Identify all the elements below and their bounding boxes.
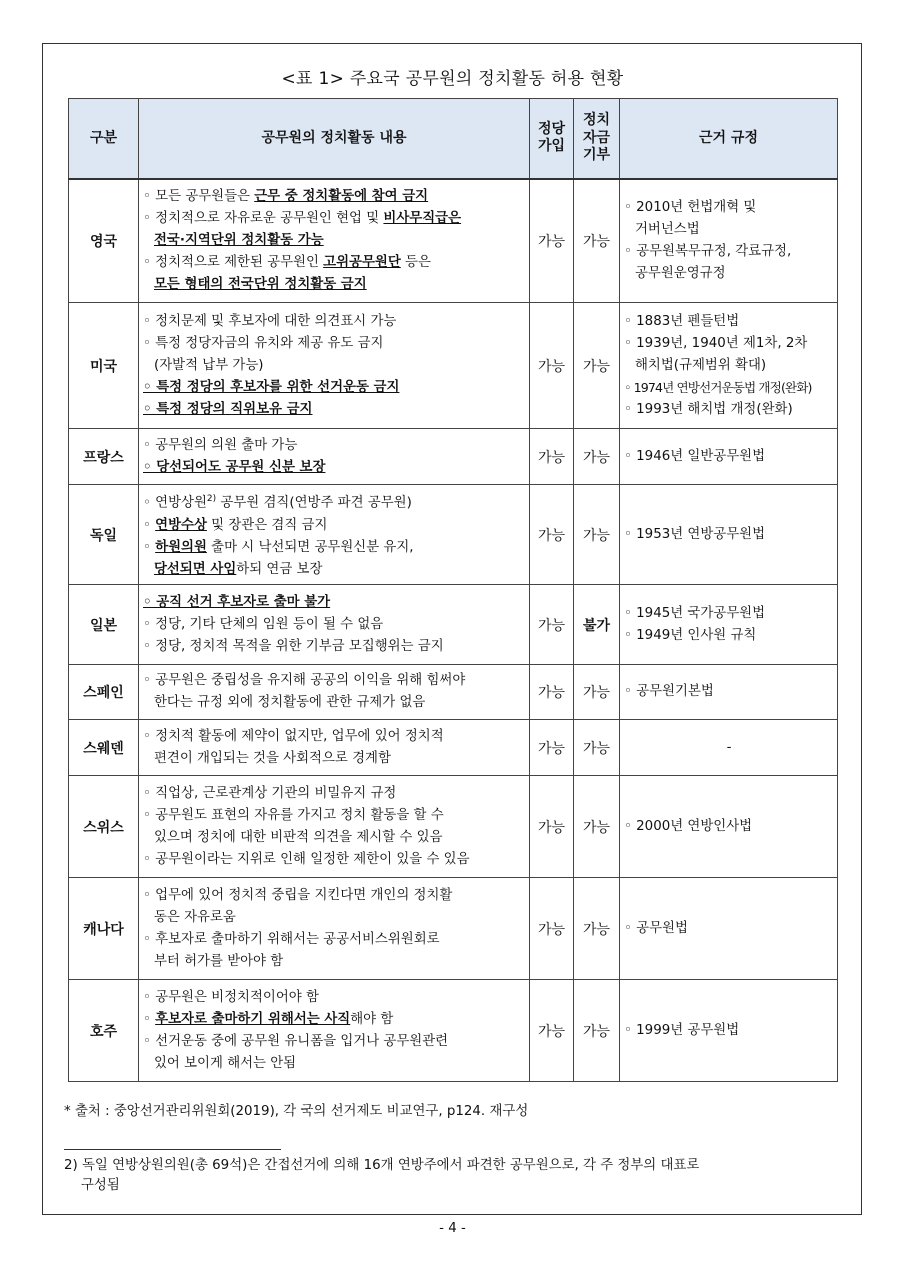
political-activity-table: [68, 98, 838, 1082]
content-cell: ◦ 모든 공무원들은 근무 중 정치활동에 참여 금지 ◦ 정치적으로 자유로운 공무원인 현업 및 비사무직급은 전국·지역단위 정치활동 가능 ◦ 정치적으로 제한된 공무원인 고위공무원단 등은 모든 형태의 전국단위 정치활동 금지: [139, 179, 530, 303]
header-party: 정당 가입: [530, 99, 574, 179]
content-cell: ◦ 업무에 있어 정치적 중립을 지킨다면 개인의 정치활 동은 자유로움 ◦ 후보자로 출마하기 위해서는 공공서비스위원회로 부터 허가를 받아야 함: [139, 878, 530, 980]
header-basis: 근거 규정: [620, 99, 838, 179]
table-row: [69, 585, 838, 665]
fund-cell: 가능: [574, 429, 620, 485]
table-row: [69, 665, 838, 720]
header-content: 공무원의 정치활동 내용: [139, 99, 530, 179]
basis-cell: ◦ 2000년 연방인사법: [620, 776, 838, 878]
footnote-marker: 2): [206, 494, 217, 505]
fund-cell: 가능: [574, 980, 620, 1082]
fund-cell: 가능: [574, 303, 620, 429]
header-category: 구분: [69, 99, 139, 179]
header-fund: 정치 자금 기부: [574, 99, 620, 179]
content-cell: ◦ 공무원은 비정치적이어야 함 ◦ 후보자로 출마하기 위해서는 사직해야 함 ◦ 선거운동 중에 공무원 유니폼을 입거나 공무원관련 있어 보이게 해서는 안됨: [139, 980, 530, 1082]
table-row: [69, 720, 838, 776]
content-cell: ◦ 연방상원$^{2)}$ 공무원 겸직(연방주 파견 공무원) ◦ 연방수상 및 장관은 겸직 금지 ◦ 하원의원 출마 시 낙선되면 공무원신분 유지, 당선되면 사임하되 연금 보장: [139, 485, 530, 585]
table-row: [69, 776, 838, 878]
basis-cell: -: [620, 720, 838, 776]
content-cell: ◦ 정치문제 및 후보자에 대한 의견표시 가능 ◦ 특정 정당자금의 유치와 제공 유도 금지 (자발적 납부 가능) ◦ 특정 정당의 후보자를 위한 선거운동 금지 ◦ 특정 정당의 직위보유 금지: [139, 303, 530, 429]
fund-cell: 가능: [574, 485, 620, 585]
country-cell: 호주: [69, 980, 139, 1082]
table-row: [69, 878, 838, 980]
table-row: [69, 303, 838, 429]
footnote: 2) 독일 연방상원의원(총 69석)은 간접선거에 의해 16개 연방주에서 파견한 공무원으로, 각 주 정부의 대표로 구성됨: [64, 1158, 700, 1193]
country-cell: 스웨덴: [69, 720, 139, 776]
table-row: [69, 179, 838, 303]
country-cell: 미국: [69, 303, 139, 429]
country-cell: 독일: [69, 485, 139, 585]
content-cell: ◦ 정치적 활동에 제약이 없지만, 업무에 있어 정치적 편견이 개입되는 것을 사회적으로 경계함: [139, 720, 530, 776]
party-cell: 가능: [530, 429, 574, 485]
content-cell: ◦ 직업상, 근로관계상 기관의 비밀유지 규정 ◦ 공무원도 표현의 자유를 가지고 정치 활동을 할 수 있으며 정치에 대한 비판적 의견을 제시할 수 있음 ◦ 공무원이라는 지위로 인해 일정한 제한이 있을 수 있음: [139, 776, 530, 878]
party-cell: 가능: [530, 776, 574, 878]
basis-cell: ◦ 1946년 일반공무원법: [620, 429, 838, 485]
source-note: * 출처 : 중앙선거관리위원회(2019), 각 국의 선거제도 비교연구, p124. 재구성: [64, 1104, 529, 1119]
party-cell: 가능: [530, 585, 574, 665]
basis-cell: ◦ 공무원기본법: [620, 665, 838, 720]
party-cell: 가능: [530, 980, 574, 1082]
country-cell: 스위스: [69, 776, 139, 878]
basis-cell: ◦ 1883년 펜들턴법 ◦ 1939년, 1940년 제1차, 2차 해치법(규제범위 확대) ◦ 1974년 연방선거운동법 개정(완화) ◦ 1993년 해치법 개정(완화): [620, 303, 838, 429]
party-cell: 가능: [530, 720, 574, 776]
fund-cell: 가능: [574, 776, 620, 878]
fund-cell: 가능: [574, 720, 620, 776]
country-cell: 영국: [69, 179, 139, 303]
table-title: <표 1> 주요국 공무원의 정치활동 허용 현황: [281, 69, 624, 89]
party-cell: 가능: [530, 303, 574, 429]
party-cell: 가능: [530, 179, 574, 303]
content-cell: ◦ 공직 선거 후보자로 출마 불가 ◦ 정당, 기타 단체의 임원 등이 될 수 없음 ◦ 정당, 정치적 목적을 위한 기부금 모집행위는 금지: [139, 585, 530, 665]
country-cell: 프랑스: [69, 429, 139, 485]
table-row: [69, 980, 838, 1082]
country-cell: 일본: [69, 585, 139, 665]
page-number: - 4 -: [439, 1221, 466, 1236]
basis-cell: ◦ 1953년 연방공무원법: [620, 485, 838, 585]
basis-cell: ◦ 1945년 국가공무원법 ◦ 1949년 인사원 규칙: [620, 585, 838, 665]
country-cell: 스페인: [69, 665, 139, 720]
table-row: [69, 485, 838, 585]
country-cell: 캐나다: [69, 878, 139, 980]
party-cell: 가능: [530, 665, 574, 720]
footnote-divider: [64, 1149, 281, 1150]
table-row: [69, 429, 838, 485]
content-cell: ◦ 공무원은 중립성을 유지해 공공의 이익을 위해 힘써야 한다는 규정 외에 정치활동에 관한 규제가 없음: [139, 665, 530, 720]
basis-cell: ◦ 공무원법: [620, 878, 838, 980]
party-cell: 가능: [530, 878, 574, 980]
fund-cell: 가능: [574, 878, 620, 980]
party-cell: 가능: [530, 485, 574, 585]
basis-cell: ◦ 1999년 공무원법: [620, 980, 838, 1082]
fund-cell: 불가: [574, 585, 620, 665]
content-cell: ◦ 공무원의 의원 출마 가능 ◦ 당선되어도 공무원 신분 보장: [139, 429, 530, 485]
fund-cell: 가능: [574, 179, 620, 303]
basis-cell: ◦ 2010년 헌법개혁 및 거버넌스법 ◦ 공무원복무규정, 각료규정, 공무원운영규정: [620, 179, 838, 303]
fund-cell: 가능: [574, 665, 620, 720]
header-row: [69, 99, 838, 179]
